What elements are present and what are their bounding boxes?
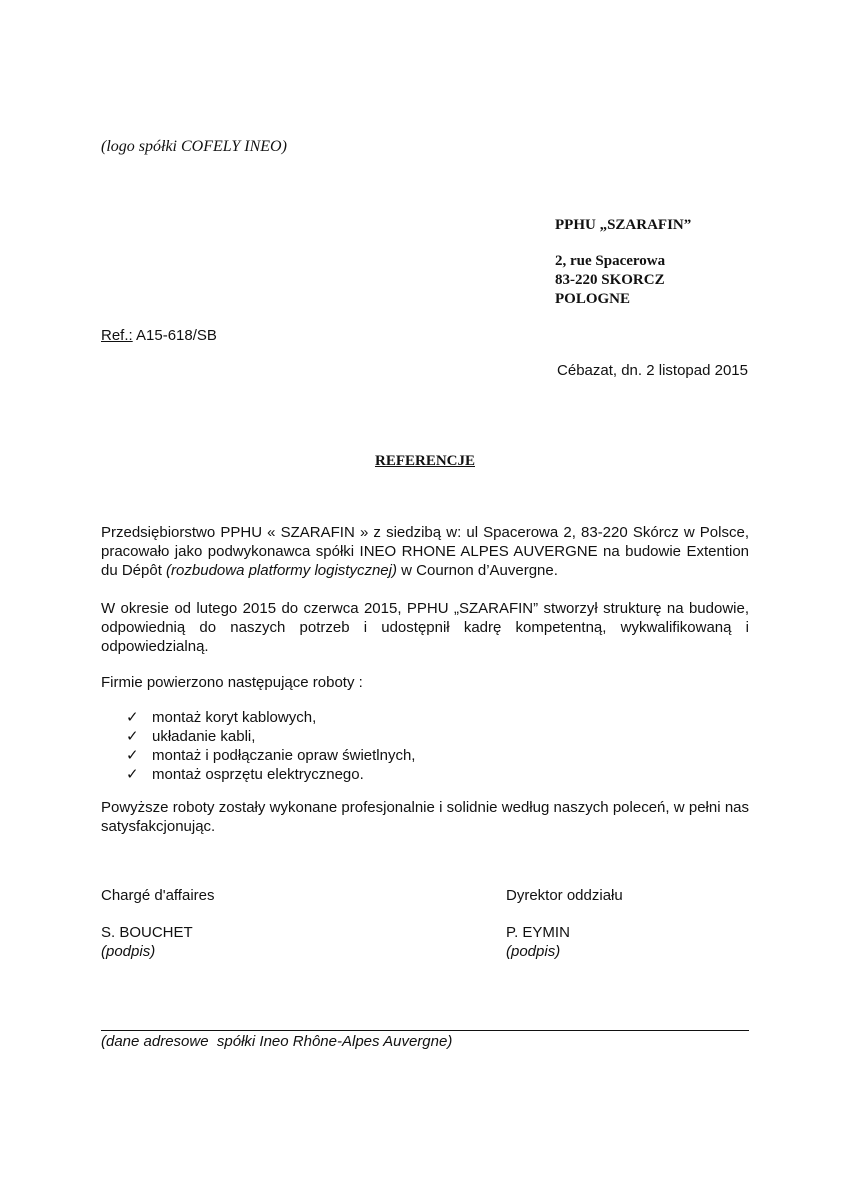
reference-value: A15-618/SB xyxy=(132,327,217,344)
paragraph-conclusion: Powyższe roboty zostały wykonane profesjonalnie i solidnie według naszych poleceń, w pełni nas satysfakcjonując. xyxy=(101,799,749,835)
date-line: Cébazat, dn. 2 listopad 2015 xyxy=(557,362,748,379)
list-item: ✓ montaż osprzętu elektrycznego. xyxy=(126,766,364,783)
recipient-address-block xyxy=(555,216,691,309)
paragraph-intro-end: w Cournon d’Auvergne. xyxy=(396,562,558,579)
paragraph-intro xyxy=(101,523,749,580)
signature-left-name: S. BOUCHET xyxy=(101,924,193,941)
signature-left-block xyxy=(101,923,193,961)
paragraph-period: W okresie od lutego 2015 do czerwca 2015, PPHU „SZARAFIN” stworzył strukturę na budowie, odpowiednią do naszych potrzeb i udostępnił kadrę kompetentną, wykwalifikowaną i odpowiedzialną. xyxy=(101,600,749,655)
list-item: ✓ układanie kabli, xyxy=(126,728,256,745)
recipient-city: 83-220 SKORCZ xyxy=(555,272,665,288)
list-item: ✓ montaż i podłączanie opraw świetlnych, xyxy=(126,747,416,764)
signature-right-name: P. EYMIN xyxy=(506,924,570,941)
checkmark-icon: ✓ xyxy=(126,728,139,745)
paragraph-intro-start: Przedsiębiorstwo PPHU « SZARAFIN » z siedzibą w: ul Spacerowa 2, 83-220 Skórcz w Polsce, pracowało jako podwykonawca spółki INEO RHONE ALPES AUVERGNE na budowie Extention du Dépôt xyxy=(101,524,749,579)
logo-placeholder-note: (logo spółki COFELY INEO) xyxy=(101,138,287,155)
paragraph-intro-italic: (rozbudowa platformy logistycznej) xyxy=(166,562,397,579)
recipient-name: PPHU „SZARAFIN” xyxy=(555,217,692,233)
signature-right-note: (podpis) xyxy=(506,943,561,960)
signature-left-note: (podpis) xyxy=(101,943,156,960)
list-item: ✓ montaż koryt kablowych, xyxy=(126,709,317,726)
signature-right-role: Dyrektor oddziału xyxy=(506,887,623,904)
recipient-country: POLOGNE xyxy=(555,291,631,307)
paragraph-tasks-intro: Firmie powierzono następujące roboty : xyxy=(101,674,363,691)
reference-label: Ref.: xyxy=(101,327,133,344)
checkmark-icon: ✓ xyxy=(126,747,139,764)
reference-line xyxy=(101,327,217,344)
footer-divider xyxy=(101,1030,749,1031)
checkmark-icon: ✓ xyxy=(126,709,139,726)
checkmark-icon: ✓ xyxy=(126,766,139,783)
task-list xyxy=(126,708,415,784)
signature-left-role: Chargé d'affaires xyxy=(101,887,215,904)
recipient-street: 2, rue Spacerowa xyxy=(555,253,666,269)
signature-right-block xyxy=(506,923,570,961)
footer-address-note: (dane adresowe spółki Ineo Rhône-Alpes Auvergne) xyxy=(101,1033,453,1050)
document-title: REFERENCJE xyxy=(374,453,475,469)
